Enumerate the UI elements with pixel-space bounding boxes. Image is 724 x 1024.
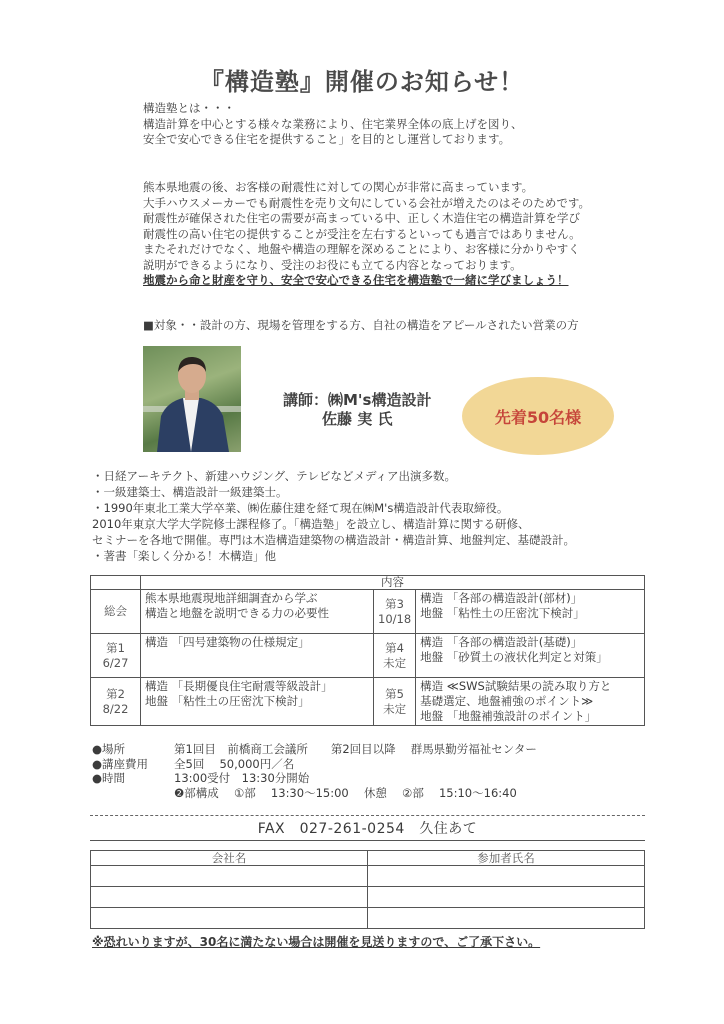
lecturer-company: 講師：㈱M's構造設計: [283, 391, 432, 409]
intro-line: 安全で安心できる住宅を提供すること」を目的とし運営しております。: [143, 132, 511, 146]
info-place: ●場所 第1回目 前橋商工会議所 第2回目以降 群馬県勤労福祉センター: [92, 742, 537, 756]
form-row: [91, 908, 645, 929]
fax-number: FAX 027-261-0254 久住あて: [90, 818, 645, 841]
target-audience: ■対象・・設計の方、現場を管理をする方、自社の構造をアピールされたい営業の方: [143, 318, 579, 332]
body-line: 耐震性が確保された住宅の需要が高まっている中、正しく木造住宅の構造計算を学び: [143, 211, 580, 225]
profile-line: ・一級建築士、構造設計一級建築士。: [92, 485, 288, 499]
profile-line: セミナーを各地で開催。専門は木造構造建築物の構造設計・構造計算、地盤判定、基礎設計。: [92, 533, 575, 547]
body-line: 耐震性の高い住宅の提供することが受注を左右するといっても過言ではありません。: [143, 226, 581, 241]
table-row: [91, 590, 645, 634]
session-label: 第1 6/27: [91, 634, 141, 678]
intro-line: 構造塾とは・・・: [143, 101, 235, 115]
body-paragraph: [143, 180, 590, 289]
form-header-company: 会社名: [91, 851, 368, 866]
session-content: 構造 「各部の構造設計(基礎)」 地盤 「砂質土の液状化判定と対策」: [416, 634, 645, 678]
schedule-header-row: [91, 576, 645, 590]
body-emphasis: 地震から命と財産を守り、安全で安心できる住宅を構造塾で一緒に学びましょう！: [143, 273, 569, 287]
company-name-field[interactable]: [91, 887, 368, 908]
session-content: 構造 ≪SWS試験結果の読み取り方と 基礎選定、地盤補強のポイント≫ 地盤 「地盤補強設計のポイント」: [416, 678, 645, 726]
intro-line: 構造計算を中心とする様々な業務により、住宅業界全体の底上げを図り、: [143, 116, 523, 131]
registration-form: [90, 850, 645, 929]
table-row: [91, 634, 645, 678]
participant-name-field[interactable]: [368, 887, 645, 908]
info-time: ●時間 13:00受付 13:30分開始: [92, 771, 310, 785]
body-line: 大手ハウスメーカーでも耐震性を売り文句にしている会社が増えたのはそのためです。: [143, 195, 591, 210]
lecturer-name: 佐藤 実 氏: [322, 410, 393, 428]
table-row: [91, 678, 645, 726]
intro-paragraph: [143, 101, 523, 148]
profile-line: 2010年東京大学大学院修士課程修了。「構造塾」を設立し、構造計算に関する研修、: [92, 517, 530, 531]
session-content: 構造 「四号建築物の仕様規定」: [141, 634, 374, 678]
capacity-badge: [462, 377, 614, 455]
person-photo-icon: [143, 346, 241, 452]
lecturer-profile: [92, 468, 575, 564]
profile-line: ・1990年東北工業大学卒業、㈱佐藤住建を経て現在㈱M's構造設計代表取締役。: [92, 501, 509, 515]
lecturer-info: [283, 391, 431, 429]
session-content: 構造 「長期優良住宅耐震等級設計」 地盤 「粘性土の圧密沈下検討」: [141, 678, 374, 726]
info-time-detail: ❷部構成 ①部 13:30～15:00 休憩 ②部 15:10～16:40: [174, 785, 517, 800]
form-header-row: [91, 851, 645, 866]
form-row: [91, 887, 645, 908]
form-header-participant: 参加者氏名: [368, 851, 645, 866]
company-name-field[interactable]: [91, 908, 368, 929]
participant-name-field[interactable]: [368, 908, 645, 929]
company-name-field[interactable]: [91, 866, 368, 887]
participant-name-field[interactable]: [368, 866, 645, 887]
session-label: 第3 10/18: [374, 590, 416, 634]
form-row: [91, 866, 645, 887]
schedule-table: [90, 575, 645, 726]
session-label: 第5 未定: [374, 678, 416, 726]
info-fee: ●講座費用 全5回 50,000円／名: [92, 756, 295, 771]
cancellation-note: ※恐れいりますが、30名に満たない場合は開催を見送りますので、ご了承下さい。: [92, 935, 541, 949]
body-line: 熊本県地震の後、お客様の耐震性に対しての関心が非常に高まっています。: [143, 180, 534, 194]
session-content: 構造 「各部の構造設計(部材)」 地盤 「粘性土の圧密沈下検討」: [416, 590, 645, 634]
cut-line-divider: [90, 815, 645, 816]
session-content: 熊本県地震現地詳細調査から学ぶ 構造と地盤を説明できる力の必要性: [141, 590, 374, 634]
session-label: 総会: [91, 590, 141, 634]
body-line: またそれだけでなく、地盤や構造の理解を深めることにより、お客様に分かりやすく: [143, 242, 580, 256]
profile-line: ・日経アーキテクト、新建ハウジング、テレビなどメディア出演多数。: [92, 469, 457, 483]
body-line: 説明ができるようになり、受注のお役にも立てる内容となっております。: [143, 257, 522, 272]
event-info: [92, 742, 537, 800]
capacity-badge-text: 先着50名様: [494, 407, 582, 427]
page-title: 『構造塾』開催のお知らせ！: [199, 68, 525, 96]
profile-line: ・著書「楽しく分かる！木構造」他: [92, 549, 276, 563]
schedule-header: 内容: [141, 576, 645, 590]
session-label: 第4 未定: [374, 634, 416, 678]
lecturer-photo: [143, 346, 241, 452]
session-label: 第2 8/22: [91, 678, 141, 726]
